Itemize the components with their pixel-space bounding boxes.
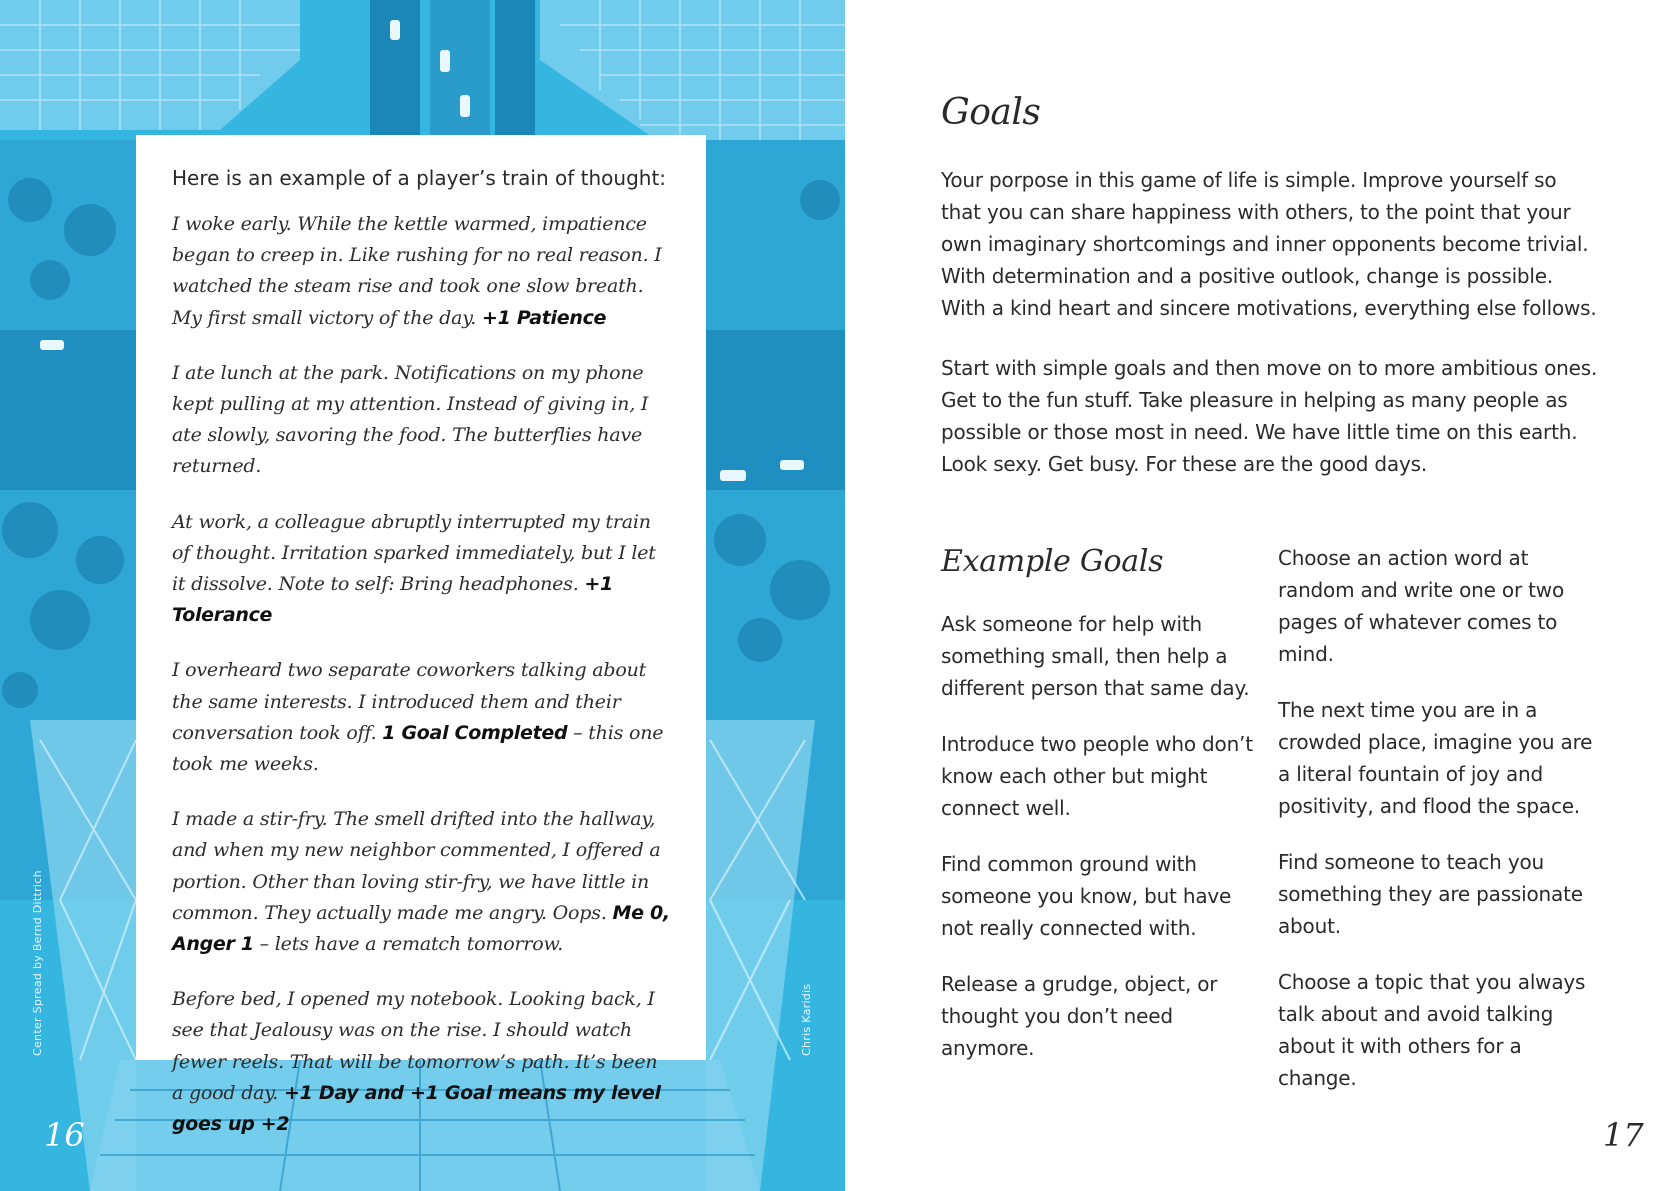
example-goal: Ask someone for help with something small, then help a different person that same day. [941,612,1250,700]
entry-highlight: +1 Patience [481,306,607,329]
page-number-left: 16 [44,1116,85,1154]
journal-entry [172,655,672,780]
entry-text: I woke early. While the kettle warmed, impatience began to creep in. Like rushing for no real reason. I watched the steam rise and took one slow breath. My first small victory of the day. [172,213,662,329]
example-goal: Release a grudge, object, or thought you don’t need anymore. [941,972,1218,1060]
example-goal: The next time you are in a crowded place, imagine you are a literal fountain of joy and positivity, and flood the space. [1278,698,1593,818]
entry-text: I made a stir-fry. The smell drifted into the hallway, and when my new neighbor commented, I offered a portion. Other than loving stir-fry, we have little in common. They actually made me angry. Oops. [172,808,661,924]
example-goals-right-column [1278,542,1598,1118]
journal-entry [172,507,672,632]
example-goal: Introduce two people who don’t know each other but might connect well. [941,732,1253,820]
entry-after: – lets have a rematch tomorrow. [253,933,564,956]
entry-after: – this one took me weeks. [172,721,664,776]
example-goal: Choose an action word at random and write one or two pages of whatever comes to mind. [1278,546,1564,666]
journal-entry [172,804,672,960]
journal-intro: Here is an example of a player’s train of thought: [172,166,667,190]
goals-paragraph-2: Start with simple goals and then move on to more ambitious ones. Get to the fun stuff. Take pleasure in helping as many people as possible or those most in need. We have little time on this earth. Look sexy. Get busy. For these are the good days. [941,356,1598,476]
entry-text: Before bed, I opened my notebook. Looking back, I see that Jealousy was on the rise. I should watch fewer reels. That will be tomorrow’s path. It’s been a good day. [172,988,658,1104]
photo-credit-right: Chris Karidis [800,983,813,1056]
entry-highlight: +1 Tolerance [172,573,613,627]
journal-entry [172,209,672,334]
page-number-right: 17 [1603,1116,1644,1154]
example-goal: Find someone to teach you something they are passionate about. [1278,850,1583,938]
goals-heading: Goals [941,92,1041,133]
thought-journal-card [136,135,706,1136]
example-goal: Choose a topic that you always talk about and avoid talking about it with others for a change. [1278,970,1586,1090]
entry-highlight: +1 Day and +1 Goal means my level goes up +2 [172,1081,661,1136]
entry-text: At work, a colleague abruptly interrupted my train of thought. Irritation sparked immediately, but I let it dissolve. Note to self: Bring headphones. [172,510,656,596]
goals-paragraph-1: Your porpose in this game of life is simple. Improve yourself so that you can share happiness with others, to the point that your own imaginary shortcomings and inner opponents become trivial. With determination and a positive outlook, change is possible. With a kind heart and sincere motivations, everything else follows. [941,168,1597,320]
right-page [845,0,1679,1191]
entry-highlight: 1 Goal Completed [382,721,568,744]
journal-entry [172,984,672,1140]
example-goal: Find common ground with someone you know, but have not really connected with. [941,852,1232,940]
entry-text: I overheard two separate coworkers talking about the same interests. I introduced them and their conversation took off. [172,659,647,744]
entry-highlight: Me 0, Anger 1 [172,901,670,956]
entry-text: I ate lunch at the park. Notifications on my phone kept pulling at my attention. Instead of giving in, I ate slowly, savoring the food. The butterflies have returned. [172,361,649,478]
example-goals-heading: Example Goals [941,544,1164,579]
photo-credit-left: Center Spread by Bernd Dittrich [31,870,44,1056]
journal-entry [172,358,672,483]
example-goals-left-column [941,608,1261,1088]
